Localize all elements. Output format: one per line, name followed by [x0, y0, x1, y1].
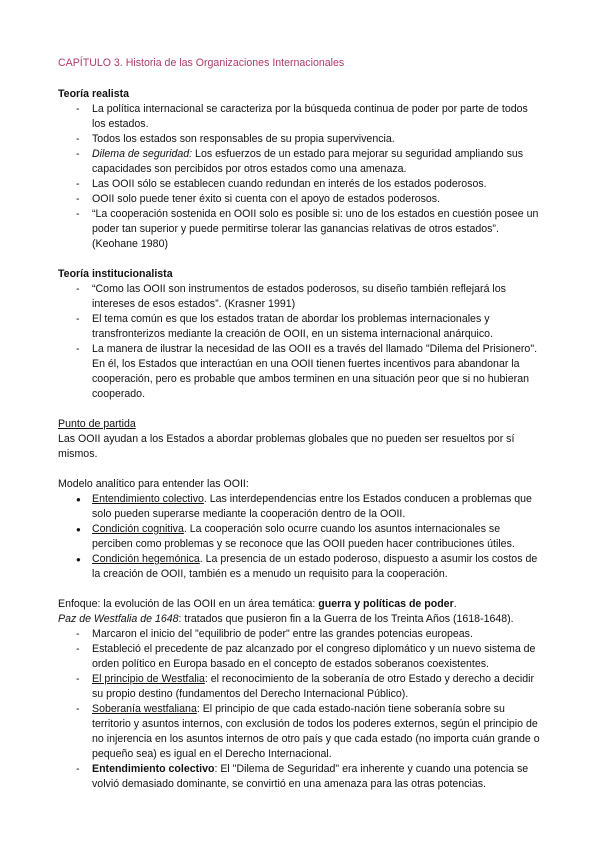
list-item: - “La cooperación sostenida en OOII solo es posible si: uno de los estados en cuestión posee un poder tan superior y puede permitirse tolerar las ganancias relativas de otros estados”. (Keohane 1980) [76, 208, 539, 250]
list-item: - Las OOII sólo se establecen cuando redundan en interés de los estados poderosos. [76, 178, 487, 190]
modelo-list [58, 492, 540, 582]
list-item: - El principio de Westfalia: el reconocimiento de la soberanía de otro Estado y derecho a decidir su propio destino (fundamentos del Derecho Internacional Público). [76, 673, 535, 700]
realista-list [58, 102, 540, 252]
list-item: - OOII solo puede tener éxito si cuenta con el apoyo de estados poderosos. [76, 193, 441, 205]
chapter-title: CAPÍTULO 3. Historia de las Organizaciones Internacionales [58, 57, 345, 69]
list-item: - “Como las OOII son instrumentos de estados poderosos, su diseño también reflejará los intereses de esos estados”. (Krasner 1991) [76, 283, 506, 310]
list-item: ● Condición hegemónica. La presencia de un estado poderoso, dispuesto a asumir los costos de la creación de OOII, también es a menudo un requisito para la cooperación. [76, 553, 538, 580]
modelo-intro: Modelo analítico para entender las OOII: [58, 478, 249, 490]
list-item: - Todos los estados son responsables de su propia supervivencia. [76, 133, 395, 145]
realista-heading: Teoría realista [58, 88, 130, 100]
enfoque-line: Enfoque: la evolución de las OOII en un área temática: guerra y políticas de poder. [58, 598, 457, 610]
list-item: ● Entendimiento colectivo. Las interdependencias entre los Estados conducen a problemas que solo pueden superarse mediante la cooperación dentro de la OOII. [76, 493, 532, 520]
list-item: - La política internacional se caracteriza por la búsqueda continua de poder por parte de todos los estados. [76, 103, 528, 130]
institucionalista-heading: Teoría institucionalista [58, 268, 173, 280]
institucionalista-list [58, 282, 540, 402]
punto-partida-heading: Punto de partida [58, 418, 136, 430]
list-item: - Soberanía westfaliana: El principio de que cada estado-nación tiene soberanía sobre su territorio y asuntos internos, con exclusión de todos los poderes externos, según el principio de no injerencia en los asuntos internos de otro país y que cada estado (no importa cuán grande o pequeño sea) es igual en el Derecho Internacional. [76, 703, 540, 760]
punto-partida-text: Las OOII ayudan a los Estados a abordar problemas globales que no pueden ser resueltos por sí mismos. [58, 433, 515, 460]
document-page [58, 56, 540, 792]
list-item: - El tema común es que los estados tratan de abordar los problemas internacionales y transfronterizos mediante la creación de OOII, en un sistema internacional anárquico. [76, 313, 494, 340]
list-item: - La manera de ilustrar la necesidad de las OOII es a través del llamado "Dilema del Prisionero". En él, los Estados que interactúan en una OOII tienen fuertes incentivos para abandonar la cooperación, pero es probable que ambos terminen en una situación peor que si no hubieran cooperado. [76, 343, 538, 400]
list-item: ● Condición cognitiva. La cooperación solo ocurre cuando los asuntos internacionales se perciben como problemas y se reconoce que las OOII pueden hacer contribuciones útiles. [76, 523, 515, 550]
list-item: - Entendimiento colectivo: El "Dilema de Seguridad" era inherente y cuando una potencia se volvió demasiado dominante, se convirtió en una amenaza para las otras potencias. [76, 763, 529, 790]
list-item: - Marcaron el inicio del "equilibrio de poder" entre las grandes potencias europeas. [76, 628, 473, 640]
westfalia-list [58, 627, 540, 792]
westfalia-line: Paz de Westfalia de 1648: tratados que pusieron fin a la Guerra de los Treinta Años (1618-1648). [58, 613, 514, 625]
list-item: - Dilema de seguridad: Los esfuerzos de un estado para mejorar su seguridad ampliando sus capacidades son percibidos por otros estados como una amenaza. [76, 148, 524, 175]
list-item: - Estableció el precedente de paz alcanzado por el congreso diplomático y un nuevo sistema de orden político en Europa basado en el concepto de estados soberanos coexistentes. [76, 643, 536, 670]
